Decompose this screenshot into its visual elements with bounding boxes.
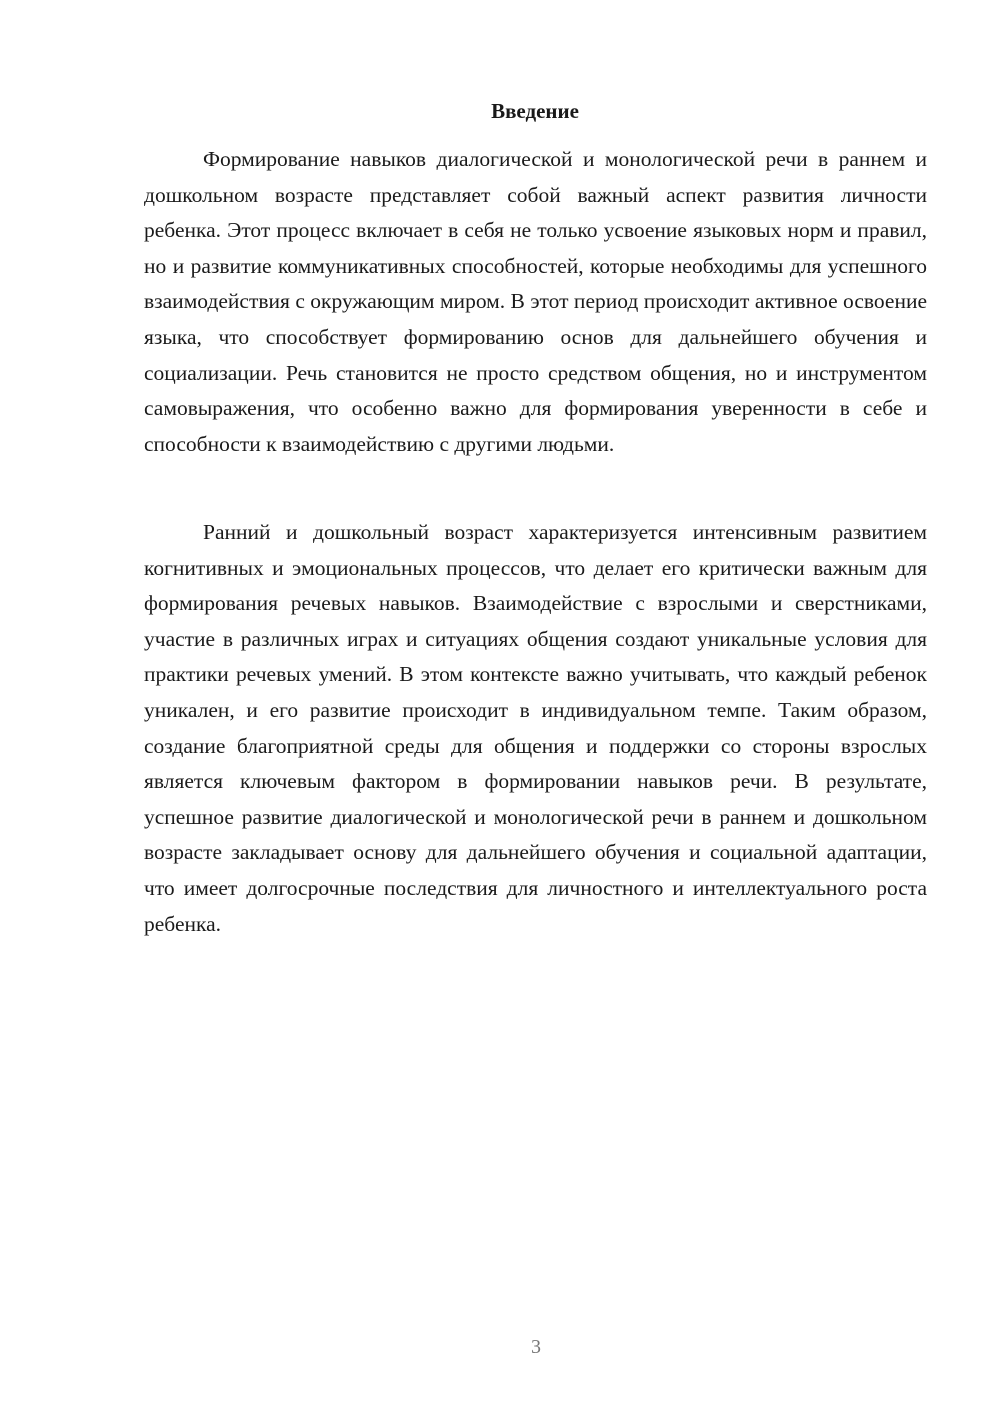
page-number: 3 [531,1336,541,1358]
section-heading: Введение [491,99,579,123]
paragraph-1-block [144,142,927,462]
paragraph-2-block [144,515,927,942]
paragraph-1: Формирование навыков диалогической и монологической речи в раннем и дошкольном возрасте представляет собой важный аспект развития личности ребенка. Этот процесс включает в себя не только усвоение языковых норм и правил, но и развитие коммуникативных способностей, которые необходимы для успешного взаимодействия с окружающим миром. В этот период происходит активное освоение языка, что способствует формированию основ для дальнейшего обучения и социализации. Речь становится не просто средством общения, но и инструментом самовыражения, что особенно важно для формирования уверенности в себе и способности к взаимодействию с другими людьми. [144,147,927,456]
paragraph-2: Ранний и дошкольный возраст характеризуется интенсивным развитием когнитивных и эмоциональных процессов, что делает его критически важным для формирования речевых навыков. Взаимодействие с взрослыми и сверстниками, участие в различных играх и ситуациях общения создают уникальные условия для практики речевых умений. В этом контексте важно учитывать, что каждый ребенок уникален, и его развитие происходит в индивидуальном темпе. Таким образом, создание благоприятной среды для общения и поддержки со стороны взрослых является ключевым фактором в формировании навыков речи. В результате, успешное развитие диалогической и монологической речи в раннем и дошкольном возрасте закладывает основу для дальнейшего обучения и социальной адаптации, что имеет долгосрочные последствия для личностного и интеллектуального роста ребенка. [144,520,927,936]
